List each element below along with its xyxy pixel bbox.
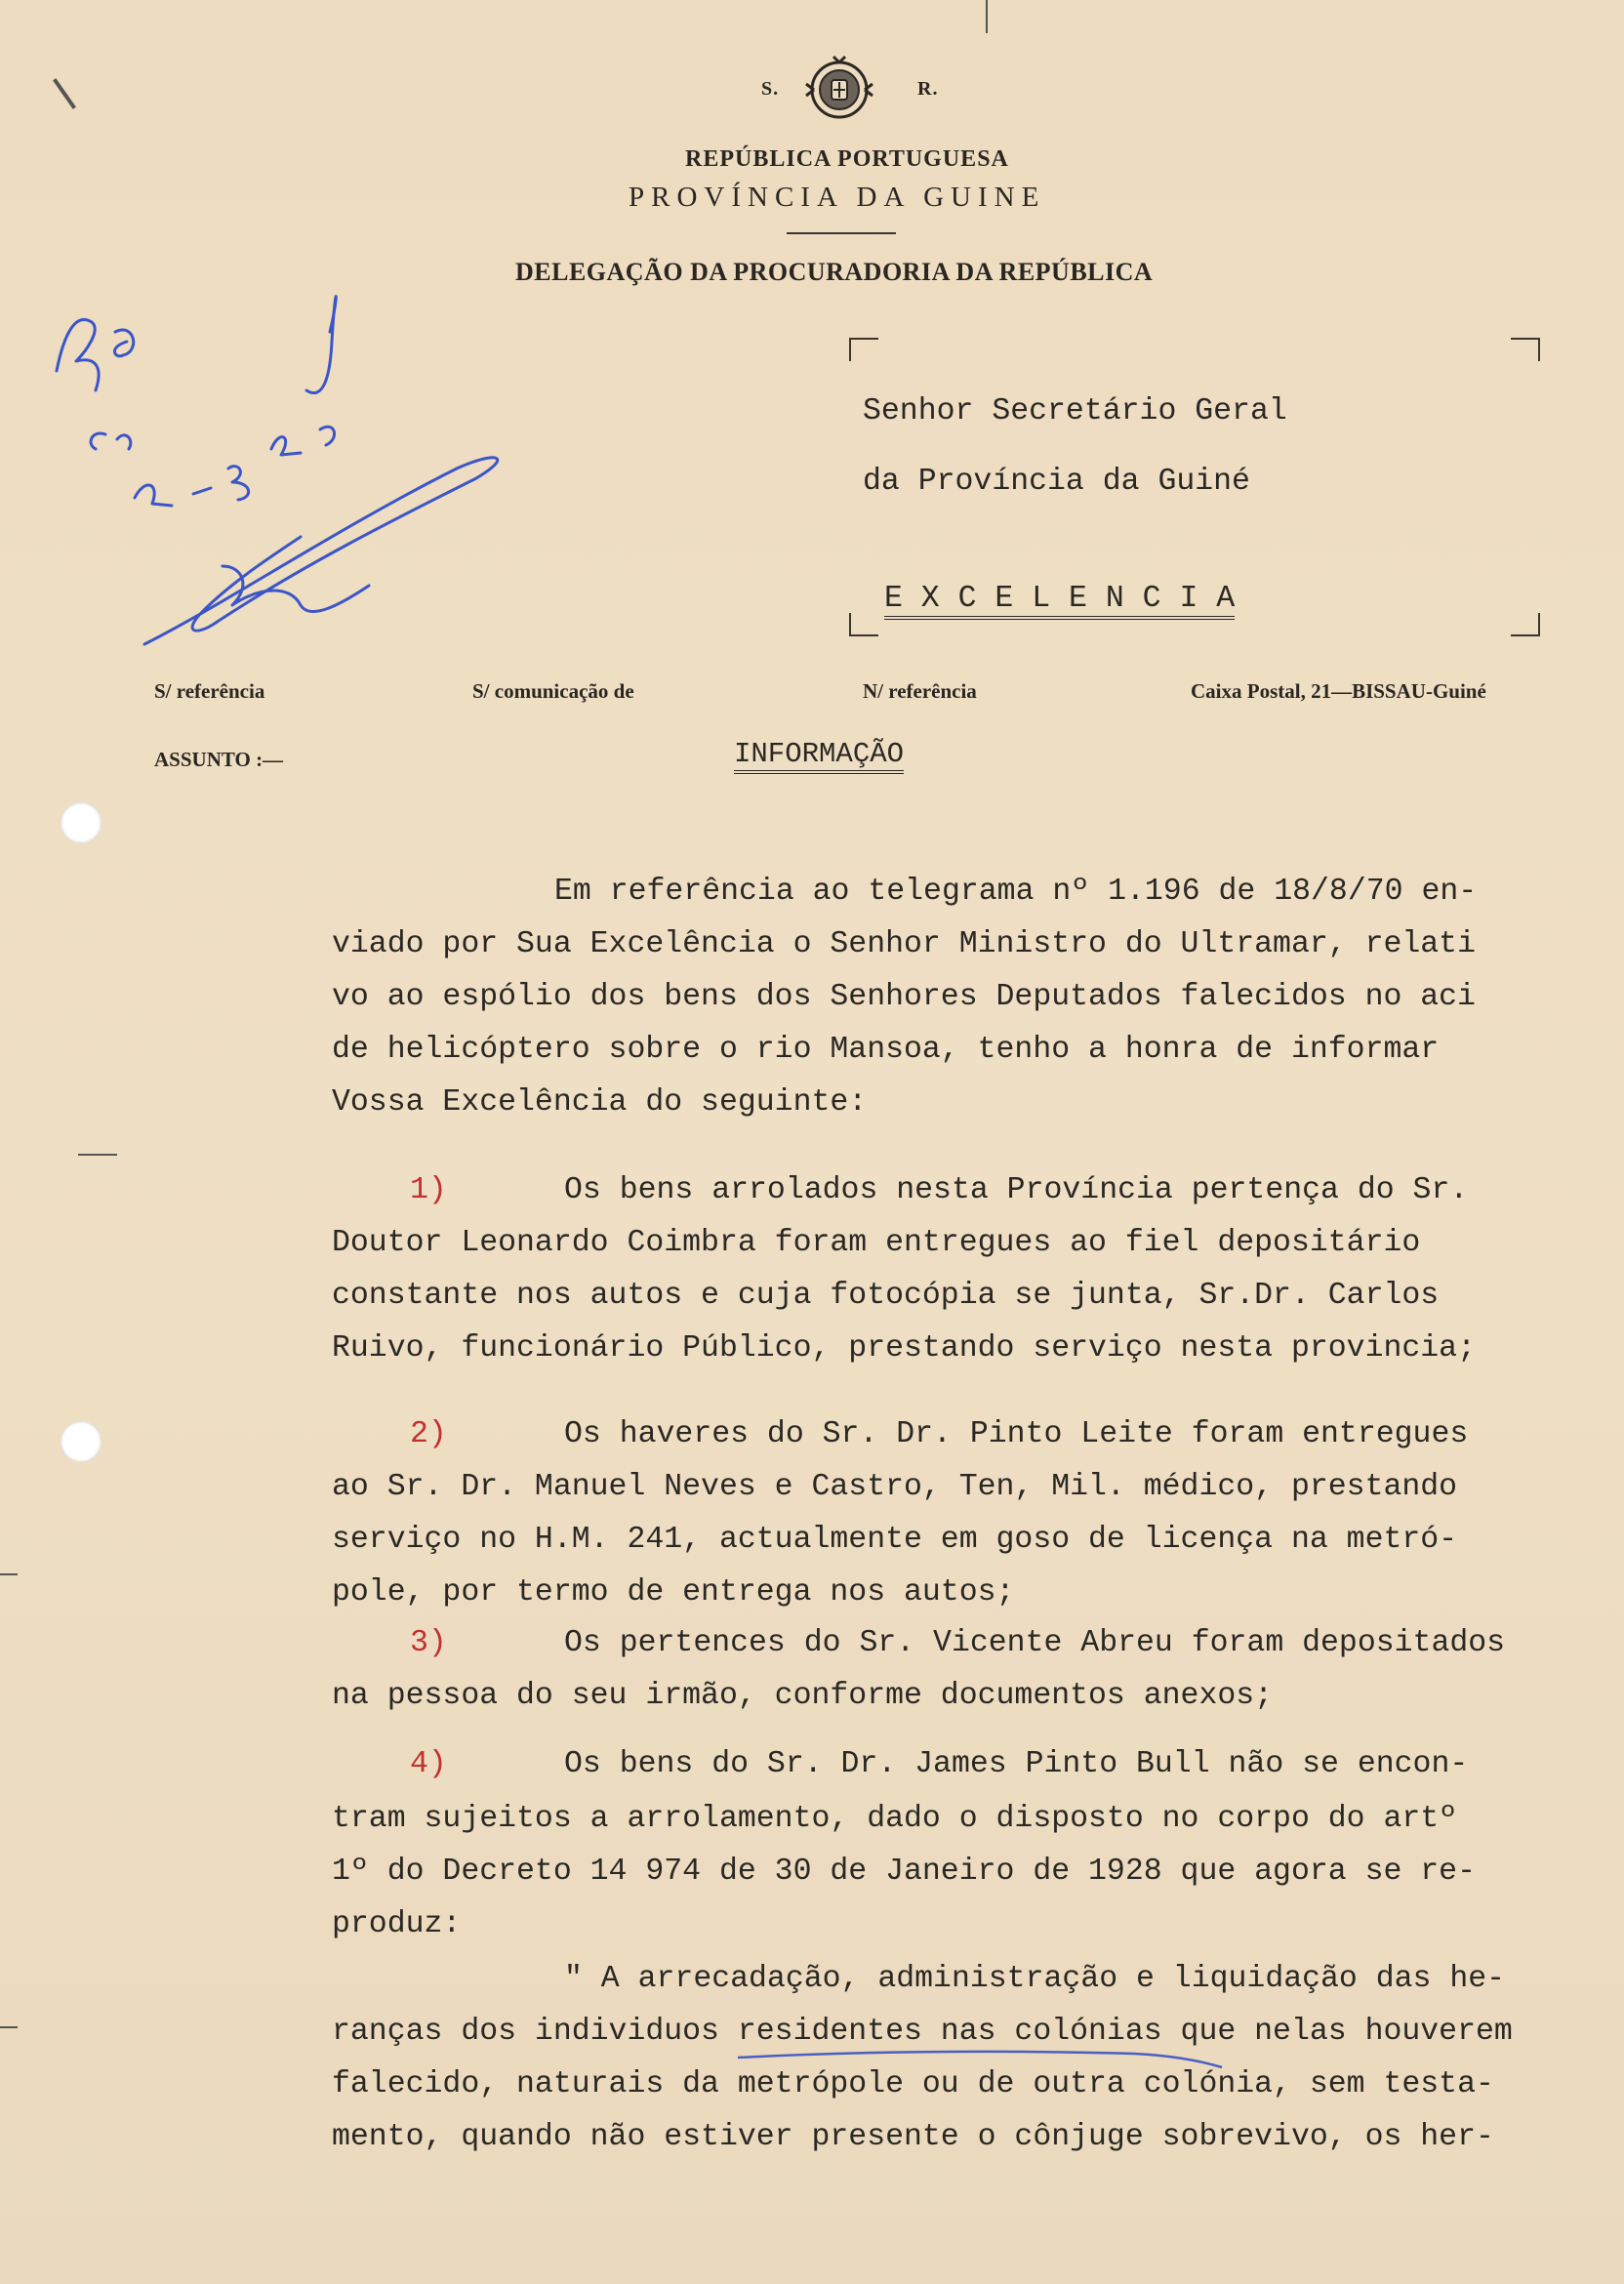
quote-line: " A arrecadação, administração e liquidação das he- — [564, 1962, 1506, 1996]
quote-line: falecido, naturais da metrópole ou de outra colónia, sem testa- — [332, 2067, 1494, 2101]
header-divider — [787, 232, 896, 234]
top-center-mark — [986, 0, 988, 33]
header-r: R. — [917, 78, 939, 100]
salutation: E X C E L E N C I A — [884, 582, 1235, 620]
item-line: Os bens arrolados nesta Província pertença do Sr. — [564, 1173, 1469, 1207]
quote-line: ranças dos individuos residentes nas colónias que nelas houverem — [332, 2015, 1513, 2049]
handwritten-signature — [47, 273, 593, 664]
ref-caixa-postal: Caixa Postal, 21—BISSAU-Guiné — [1191, 679, 1486, 703]
item-line: Os pertences do Sr. Vicente Abreu foram depositados — [564, 1626, 1506, 1660]
header-delegacao: DELEGAÇÃO DA PROCURADORIA DA REPÚBLICA — [515, 258, 1154, 286]
item-number: 1) — [410, 1173, 447, 1207]
item-line: 1º do Decreto 14 974 de 30 de Janeiro de 1928 que agora se re- — [332, 1855, 1476, 1889]
item-line: produz: — [332, 1907, 462, 1941]
margin-tick — [0, 1573, 18, 1575]
address-corner-br — [1511, 613, 1540, 636]
item-line: serviço no H.M. 241, actualmente em goso de licença na metró- — [332, 1523, 1458, 1557]
address-corner-tl — [849, 338, 878, 361]
margin-tick — [0, 2026, 18, 2028]
item-number: 3) — [410, 1626, 447, 1660]
header-provincia: PROVÍNCIA DA GUINE — [629, 182, 1046, 213]
header-republica: REPÚBLICA PORTUGUESA — [685, 146, 1009, 172]
punch-hole-bottom — [61, 1421, 102, 1462]
ref-n-referencia: N/ referência — [863, 679, 977, 703]
ref-s-referencia: S/ referência — [154, 679, 265, 703]
punch-hole-top — [61, 802, 102, 843]
item-line: Os haveres do Sr. Dr. Pinto Leite foram entregues — [564, 1417, 1469, 1451]
item-line: tram sujeitos a arrolamento, dado o disposto no corpo do artº — [332, 1802, 1458, 1836]
address-line-2: da Província da Guiné — [863, 465, 1250, 499]
coat-of-arms-icon — [804, 55, 874, 125]
margin-tick — [78, 1154, 117, 1156]
item-line: Os bens do Sr. Dr. James Pinto Bull não se encon- — [564, 1747, 1469, 1781]
item-line: pole, por termo de entrega nos autos; — [332, 1575, 1015, 1610]
ref-s-comunicacao: S/ comunicação de — [472, 679, 634, 703]
body-intro-line: vo ao espólio dos bens dos Senhores Deputados falecidos no aci — [332, 980, 1476, 1014]
body-intro-line: Vossa Excelência do seguinte: — [332, 1085, 868, 1120]
margin-tick — [53, 78, 76, 109]
item-number: 4) — [410, 1747, 447, 1781]
assunto-label: ASSUNTO :— — [154, 748, 284, 771]
item-line: constante nos autos e cuja fotocópia se junta, Sr.Dr. Carlos — [332, 1279, 1440, 1313]
item-line: ao Sr. Dr. Manuel Neves e Castro, Ten, Mil. médico, prestando — [332, 1470, 1458, 1504]
item-line: Ruivo, funcionário Público, prestando serviço nesta provincia; — [332, 1331, 1476, 1366]
item-line: Doutor Leonardo Coimbra foram entregues ao fiel depositário — [332, 1226, 1421, 1260]
address-corner-bl — [849, 613, 878, 636]
body-intro-line: viado por Sua Excelência o Senhor Ministro do Ultramar, relati — [332, 927, 1476, 961]
body-intro-line: de helicóptero sobre o rio Mansoa, tenho a honra de informar — [332, 1033, 1440, 1067]
header-s: S. — [761, 78, 780, 100]
address-corner-tr — [1511, 338, 1540, 361]
item-number: 2) — [410, 1417, 447, 1451]
quote-line: mento, quando não estiver presente o cônjuge sobrevivo, os her- — [332, 2120, 1494, 2154]
address-line-1: Senhor Secretário Geral — [863, 394, 1287, 428]
item-line: na pessoa do seu irmão, conforme documentos anexos; — [332, 1679, 1274, 1713]
hand-underline — [734, 2044, 1241, 2073]
body-intro-line: Em referência ao telegrama nº 1.196 de 18/8/70 en- — [554, 875, 1478, 909]
document-title: INFORMAÇÃO — [734, 738, 904, 774]
